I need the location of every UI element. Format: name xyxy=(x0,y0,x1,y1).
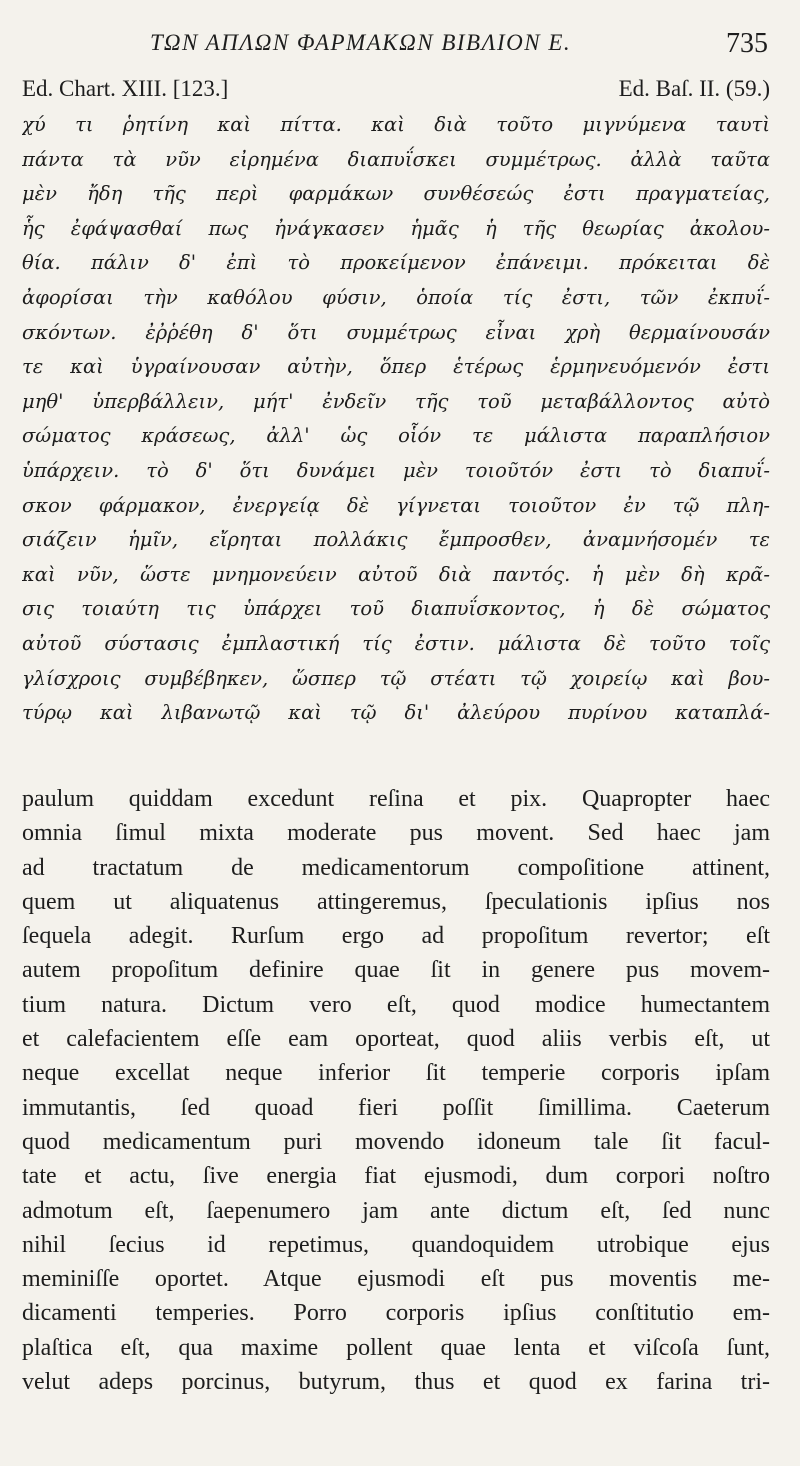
latin-text-line: quod medicamentum puri movendo idoneum tale ſit facul- xyxy=(22,1128,770,1155)
latin-text-line: meminiſſe oportet. Atque ejusmodi eſt pus moventis me- xyxy=(22,1266,770,1293)
latin-text-line: omnia ſimul mixta moderate pus movent. Sed haec jam xyxy=(22,820,770,847)
latin-text-line: ſequela adegit. Rurſum ergo ad propoſitum revertor; eſt xyxy=(22,923,770,950)
edition-reference-right: Ed. Baſ. II. (59.) xyxy=(618,76,770,101)
latin-text-line: et calefacientem eſſe eam oporteat, quod aliis verbis eſt, ut xyxy=(22,1026,770,1053)
latin-text-line: quem ut aliquatenus attingeremus, ſpeculationis ipſius nos xyxy=(22,888,770,915)
latin-text-line: ad tractatum de medicamentorum compoſitione attinent, xyxy=(22,854,770,881)
greek-text-line: καὶ νῦν, ὥστε μνημονεύειν αὐτοῦ διὰ παντός. ἡ μὲν δὴ κρᾶ- xyxy=(22,562,770,586)
latin-text-line: velut adeps porcinus, butyrum, thus et quod ex farina tri- xyxy=(22,1369,770,1396)
latin-text-line: neque excellat neque inferior ſit temperie corporis ipſam xyxy=(22,1060,770,1087)
edition-reference-left: Ed. Chart. XIII. [123.] xyxy=(22,76,229,101)
latin-text-line: tate et actu, ſive energia fiat ejusmodi, dum corpori noſtro xyxy=(22,1163,770,1190)
greek-text-block xyxy=(22,108,770,731)
greek-text-line: μηθ' ὑπερβάλλειν, μήτ' ἐνδεῖν τῆς τοῦ μεταβάλλοντος αὐτὸ xyxy=(22,389,770,413)
latin-text-line: admotum eſt, ſaepenumero jam ante dictum eſt, ſed nunc xyxy=(22,1197,770,1224)
greek-text-line: ἧς ἐφάψασθαί πως ἠνάγκασεν ἡμᾶς ἡ τῆς θεωρίας ἀκολου- xyxy=(22,216,770,240)
greek-text-line: σις τοιαύτη τις ὑπάρχει τοῦ διαπυΐσκοντος, ἡ δὲ σώματος xyxy=(22,597,770,621)
greek-text-line: πάντα τὰ νῦν εἰρημένα διαπυΐσκει συμμέτρως. ἀλλὰ ταῦτα xyxy=(22,147,770,171)
latin-text-line: tium natura. Dictum vero eſt, quod modice humectantem xyxy=(22,991,770,1018)
latin-text-line: autem propoſitum definire quae ſit in genere pus movem- xyxy=(22,957,770,984)
latin-text-line: paulum quiddam excedunt reſina et pix. Quapropter haec xyxy=(22,786,770,812)
greek-text-line: ὑπάρχειν. τὸ δ' ὅτι δυνάμει μὲν τοιοῦτόν ἐστι τὸ διαπυΐ- xyxy=(22,458,770,482)
greek-text-line: χύ τι ῥητίνη καὶ πίττα. καὶ διὰ τοῦτο μιγνύμενα ταυτὶ xyxy=(22,113,770,136)
page-number: 735 xyxy=(726,28,768,59)
running-title: ΤΩΝ ΑΠΛΩΝ ΦΑΡΜΑΚΩΝ ΒΙΒΛΙΟΝ Ε. xyxy=(150,30,572,55)
greek-text-line: σκόντων. ἐῤῥέθη δ' ὅτι συμμέτρως εἶναι χρὴ θερμαίνουσάν xyxy=(22,320,770,344)
greek-text-line: σώματος κράσεως, ἀλλ' ὡς οἷόν τε μάλιστα παραπλήσιον xyxy=(22,424,770,448)
greek-text-line: ἀφορίσαι τὴν καθόλου φύσιν, ὁποία τίς ἐστι, τῶν ἐκπυΐ- xyxy=(22,285,770,309)
latin-text-line: nihil ſecius id repetimus, quandoquidem utrobique ejus xyxy=(22,1231,770,1258)
greek-text-line: σιάζειν ἡμῖν, εἴρηται πολλάκις ἔμπροσθεν, ἀναμνήσομέν τε xyxy=(22,528,770,552)
greek-text-line: μὲν ἤδη τῆς περὶ φαρμάκων συνθέσεώς ἐστι πραγματείας, xyxy=(22,182,770,206)
greek-text-line: θία. πάλιν δ' ἐπὶ τὸ προκείμενον ἐπάνειμι. πρόκειται δὲ xyxy=(22,251,770,275)
latin-text-line: immutantis, ſed quoad fieri poſſit ſimillima. Caeterum xyxy=(22,1094,770,1121)
latin-text-line: dicamenti temperies. Porro corporis ipſius conſtitutio em- xyxy=(22,1300,770,1327)
latin-text-block xyxy=(22,782,770,1399)
latin-text-line: plaſtica eſt, qua maxime pollent quae lenta et viſcoſa ſunt, xyxy=(22,1334,770,1361)
greek-text-line: τε καὶ ὑγραίνουσαν αὐτὴν, ὅπερ ἑτέρως ἑρμηνευόμενόν ἐστι xyxy=(22,355,770,379)
greek-text-line: αὐτοῦ σύστασις ἐμπλαστική τίς ἐστιν. μάλιστα δὲ τοῦτο τοῖς xyxy=(22,631,770,655)
greek-text-line: τύρῳ καὶ λιβανωτῷ καὶ τῷ δι' ἀλεύρου πυρίνου καταπλά- xyxy=(22,701,770,725)
greek-text-line: γλίσχροις συμβέβηκεν, ὥσπερ τῷ στέατι τῷ χοιρείῳ καὶ βου- xyxy=(22,666,770,690)
greek-text-line: σκον φάρμακον, ἐνεργείᾳ δὲ γίγνεται τοιοῦτον ἐν τῷ πλη- xyxy=(22,493,770,517)
